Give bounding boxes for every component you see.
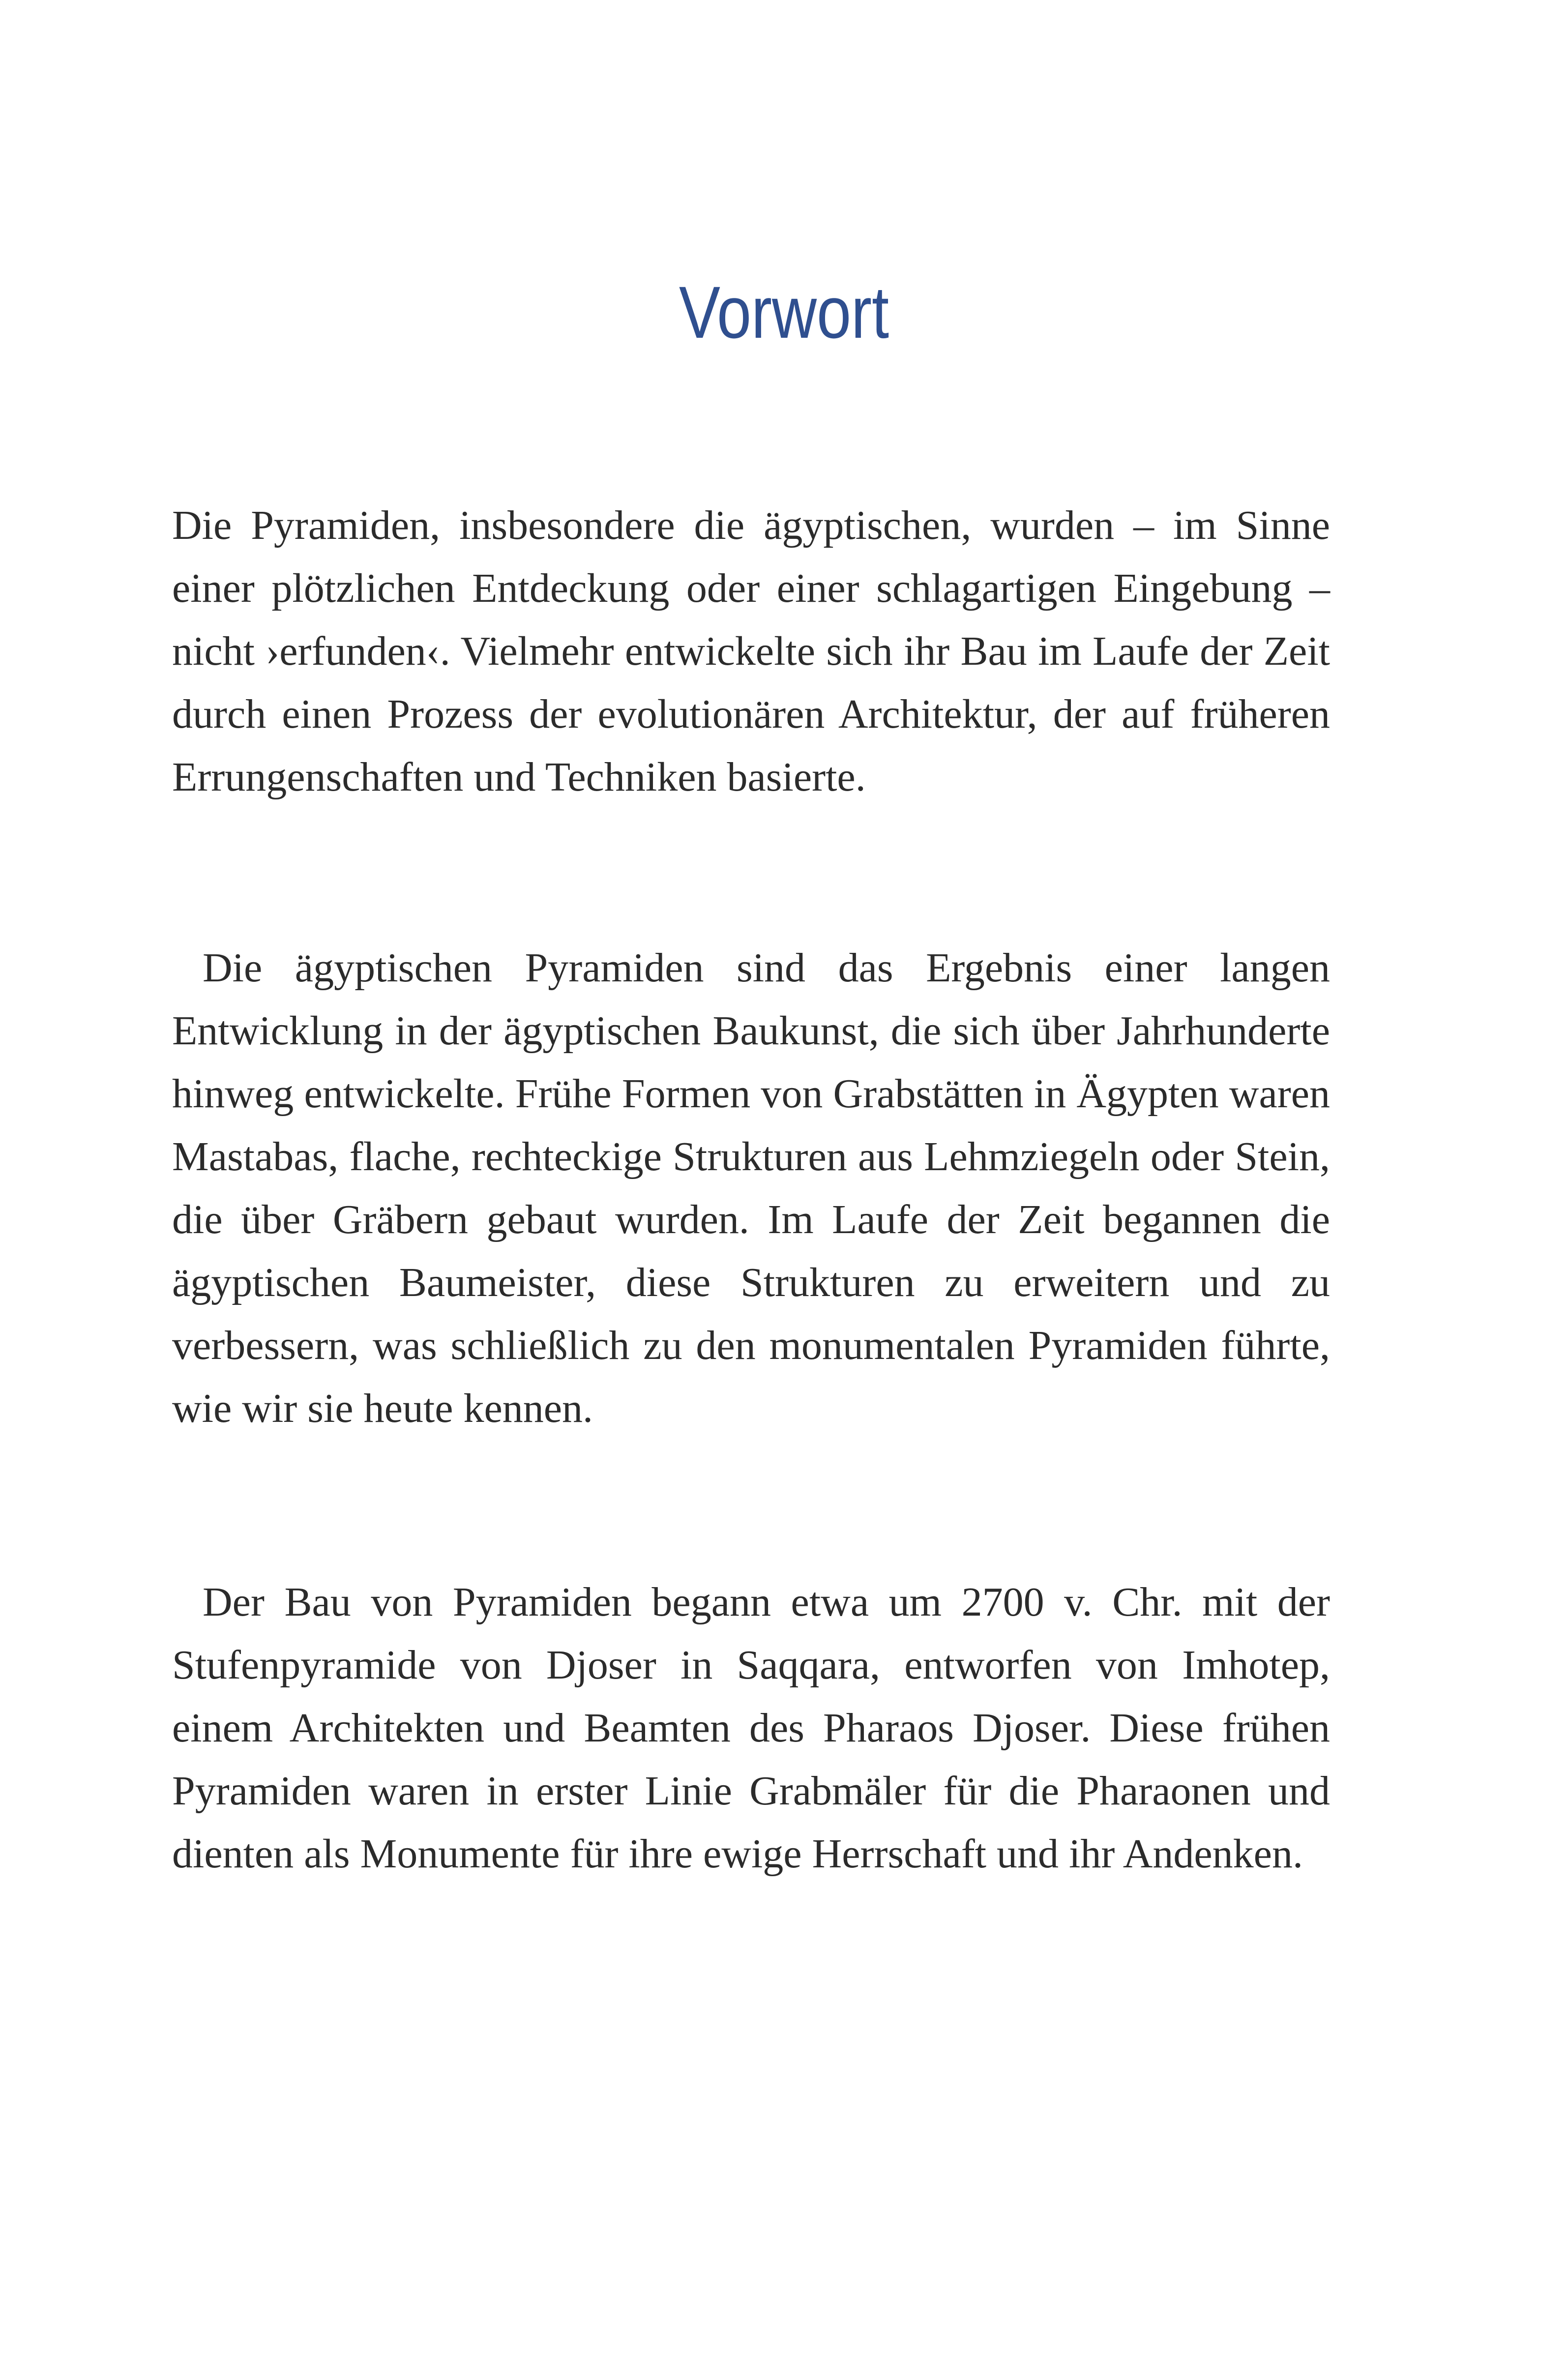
paragraph-2: Die ägyptischen Pyramiden sind das Ergebnis einer langen Entwicklung in der ägyptischen Baukunst, die sich über Jahrhunderte hinweg entwickelte. Frühe Formen von Grabstätten in Ägypten waren Mastabas, flache, rechteckige Strukturen aus Lehmziegeln oder Stein, die über Gräbern gebaut wurden. Im Laufe der Zeit begannen die ägyptischen Baumeister, diese Strukturen zu erweitern und zu verbessern, was schließlich zu den monumentalen Pyramiden führte, wie wir sie heute kennen.	[172, 945, 1330, 1431]
paragraph-1: Die Pyramiden, insbesondere die ägyptischen, wurden – im Sinne einer plötzlichen Entdeckung oder einer schlagartigen Eingebung – nicht ›erfunden‹. Vielmehr entwickelte sich ihr Bau im Laufe der Zeit durch einen Prozess der evolutionären Architektur, der auf früheren Errungenschaften und Techniken basierte.	[172, 502, 1330, 800]
page-title: Vorwort	[679, 271, 889, 354]
paragraph-3: Der Bau von Pyramiden begann etwa um 2700 v. Chr. mit der Stufenpyramide von Djoser in Saqqara, entworfen von Imhotep, einem Architekten und Beamten des Pharaos Djoser. Diese frühen Pyramiden waren in erster Linie Grabmäler für die Pharaonen und dienten als Monumente für ihre ewige Herrschaft und ihr Andenken.	[172, 1579, 1330, 1877]
